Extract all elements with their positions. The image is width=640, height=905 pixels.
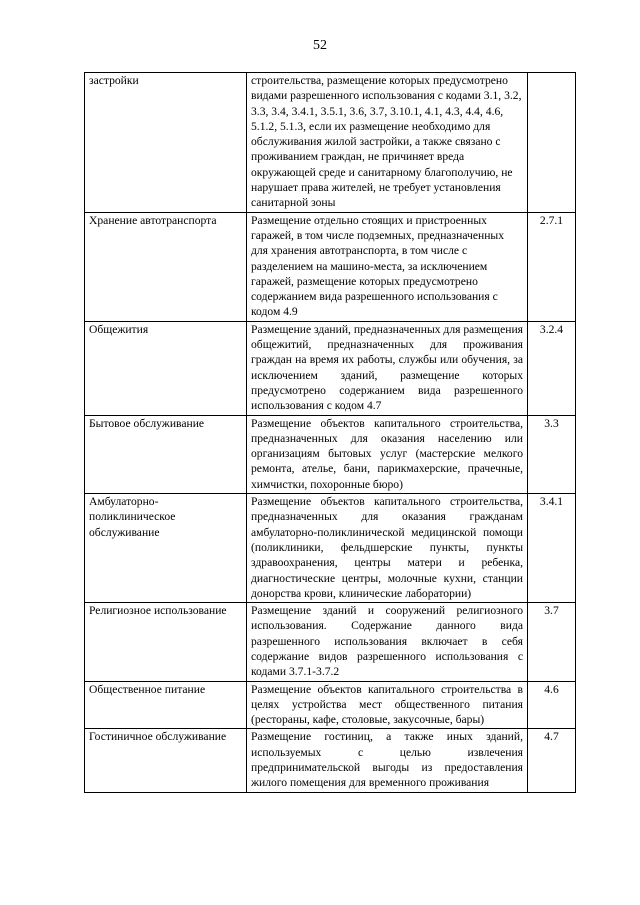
- use-code: 3.2.4: [528, 321, 576, 415]
- use-description: Размещение отдельно стоящих и пристроенных гаражей, в том числе подземных, предназначенных для хранения автотранспорта, в том числе с разделением на машино-места, за исключением гаражей, размещение которых предусмотрено содержанием вида разрешенного использования с кодом 4.9: [247, 212, 528, 321]
- use-name: Общежития: [85, 321, 247, 415]
- table-row: [85, 494, 576, 603]
- use-description: Размещение объектов капитального строительства в целях устройства мест общественного питания (рестораны, кафе, столовые, закусочные, бары): [247, 681, 528, 729]
- table-row: [85, 681, 576, 729]
- table-row: [85, 73, 576, 213]
- use-name: застройки: [85, 73, 247, 213]
- use-code: 4.6: [528, 681, 576, 729]
- use-description: Размещение зданий, предназначенных для размещения общежитий, предназначенных для проживания граждан на время их работы, службы или обучения, за исключением зданий, размещение которых предусмотрено содержанием вида разрешенного использования с кодом 4.7: [247, 321, 528, 415]
- use-name: Амбулаторно-поликлиническое обслуживание: [85, 494, 247, 603]
- table-row: [85, 729, 576, 792]
- use-name: Религиозное использование: [85, 603, 247, 681]
- use-description: Размещение зданий и сооружений религиозного использования. Содержание данного вида разрешенного использования включает в себя содержание видов разрешенного использования с кодами 3.7.1-3.7.2: [247, 603, 528, 681]
- page-number: 52: [313, 38, 327, 53]
- use-name: Хранение автотранспорта: [85, 212, 247, 321]
- use-code: 2.7.1: [528, 212, 576, 321]
- table-row: [85, 603, 576, 681]
- table-row: [85, 321, 576, 415]
- table-row: [85, 212, 576, 321]
- use-description: Размещение объектов капитального строительства, предназначенных для оказания гражданам амбулаторно-поликлинической медицинской помощи (поликлиники, фельдшерские пункты, пункты здравоохранения, центры матери и ребенка, диагностические центры, молочные кухни, станции донорства крови, клинические лаборатории): [247, 494, 528, 603]
- use-code: 4.7: [528, 729, 576, 792]
- use-description: Размещение объектов капитального строительства, предназначенных для оказания населению или организациям бытовых услуг (мастерские мелкого ремонта, ателье, бани, парикмахерские, прачечные, химчистки, похоронные бюро): [247, 415, 528, 493]
- use-name: Общественное питание: [85, 681, 247, 729]
- use-description: строительства, размещение которых предусмотрено видами разрешенного использования с кодами 3.1, 3.2, 3.3, 3.4, 3.4.1, 3.5.1, 3.6, 3.7, 3.10.1, 4.1, 4.3, 4.4, 4.6, 5.1.2, 5.1.3, если их размещение необходимо для обслуживания жилой застройки, а также связано с проживанием граждан, не причиняет вреда окружающей среде и санитарному благополучию, не нарушает права жителей, не требует установления санитарной зоны: [247, 73, 528, 213]
- use-name: Гостиничное обслуживание: [85, 729, 247, 792]
- use-code: 3.3: [528, 415, 576, 493]
- use-description: Размещение гостиниц, а также иных зданий, используемых с целью извлечения предпринимательской выгоды из предоставления жилого помещения для временного проживания: [247, 729, 528, 792]
- land-use-table: [84, 72, 576, 793]
- use-code: [528, 73, 576, 213]
- use-code: 3.4.1: [528, 494, 576, 603]
- table-row: [85, 415, 576, 493]
- use-name: Бытовое обслуживание: [85, 415, 247, 493]
- use-code: 3.7: [528, 603, 576, 681]
